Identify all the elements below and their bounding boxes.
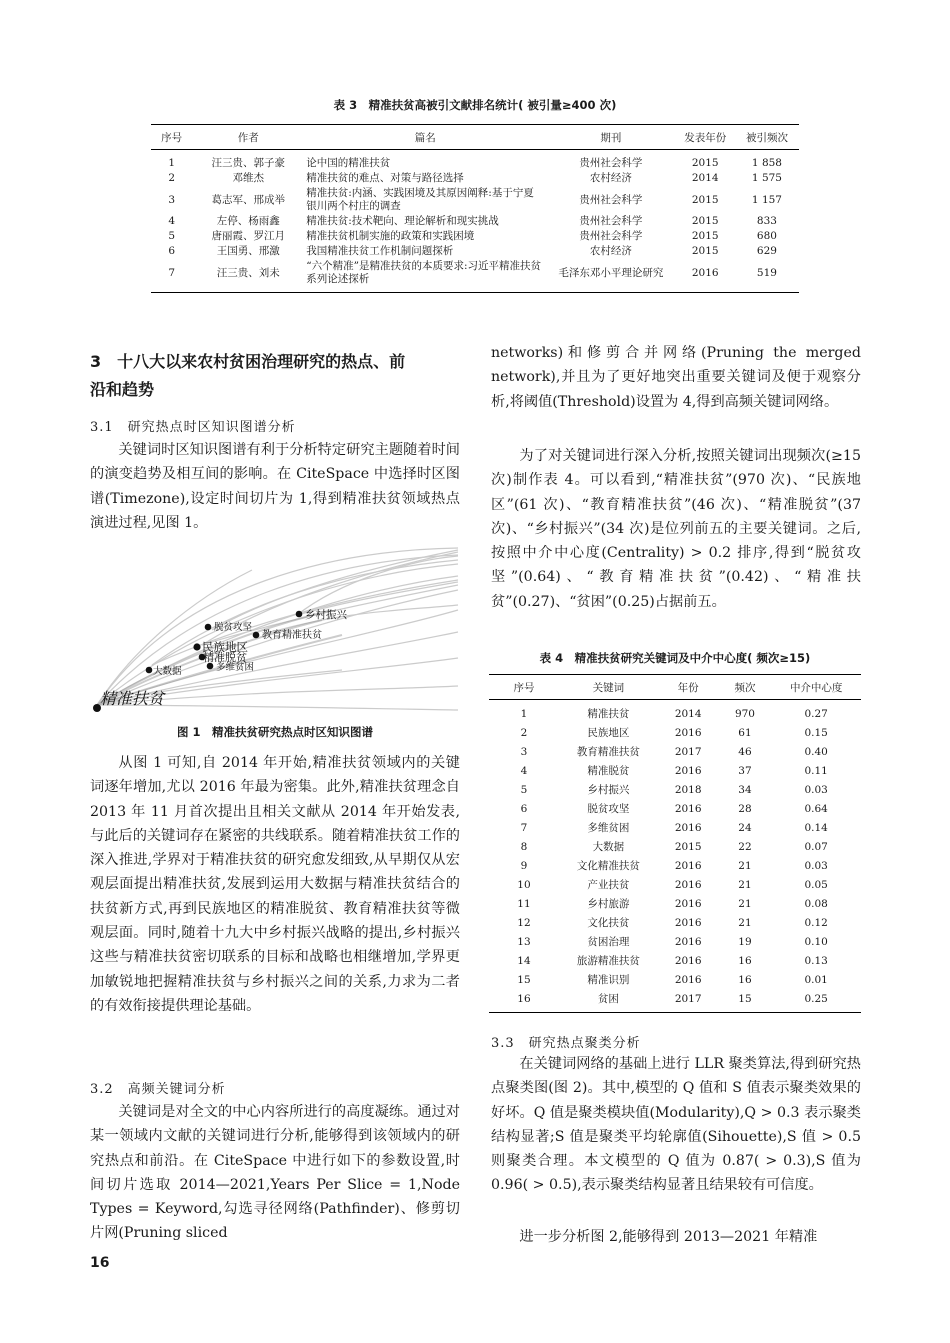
table-row [489, 875, 861, 894]
cell-year: 2016 [674, 821, 702, 834]
node-jiaoyu [253, 632, 260, 639]
cell-year: 2016 [674, 916, 702, 929]
table4-header-centrality: 中介中心度 [771, 675, 861, 700]
s33-paragraph: 在关键词网络的基础上进行 LLR 聚类算法,得到研究热点聚类图(图 2)。其中,模型的 Q 值和 S 值表示聚类效果的好坏。Q 值是聚类模块值(Modularity),Q > 0.3 表示聚类结构显著;S 值是聚类平均轮廓值(Sihouette),S 值 > 0.5 则聚类合理。本文模型的 Q 值为 0.87( > 0.3),S 值为 0.96( > 0.5),表示聚类结构显著且结果较有可信度。 [491, 1056, 861, 1194]
cell-no: 2 [520, 726, 528, 739]
s33-paragraph-2: 进一步分析图 2,能够得到 2013—2021 年精准 [519, 1229, 818, 1245]
s31-heading: 3.1 研究热点时区知识图谱分析 [90, 420, 296, 435]
table-row [151, 171, 799, 186]
cell-centrality: 0.40 [804, 745, 828, 758]
cell-centrality: 0.27 [804, 707, 828, 720]
table-row [489, 989, 861, 1013]
table4-header-freq: 频次 [719, 675, 772, 700]
cell-journal: 贵州社会科学 [579, 215, 643, 227]
cell-no: 1 [520, 707, 528, 720]
cell-year: 2017 [658, 989, 719, 1013]
cell-freq: 34 [738, 783, 752, 796]
cell-no: 15 [517, 973, 531, 986]
table-row [489, 913, 861, 932]
label-jingzhun-tuopin: 精准脱贫 [203, 652, 247, 664]
table4-header-row [489, 675, 861, 700]
cell-author: 邓维杰 [232, 172, 265, 184]
cell-year: 2016 [674, 726, 702, 739]
table3-header-title: 篇名 [304, 125, 546, 150]
cell-keyword: 脱贫攻坚 [587, 803, 630, 815]
section3-heading-line2: 沿和趋势 [90, 380, 155, 399]
cell-centrality: 0.05 [804, 878, 828, 891]
cell-freq: 46 [738, 745, 752, 758]
cell-no: 16 [489, 989, 559, 1013]
cell-journal: 贵州社会科学 [579, 193, 643, 206]
cell-no: 14 [517, 954, 531, 967]
s32-heading: 3.2 高频关键词分析 [90, 1082, 226, 1097]
cell-no: 3 [168, 193, 175, 206]
cell-year: 2017 [674, 745, 702, 758]
table3-header-row [151, 125, 799, 150]
label-jiaoyu: 教育精准扶贫 [262, 630, 322, 641]
cell-author: 王国勇、邢激 [216, 245, 280, 257]
cell-centrality: 0.01 [804, 973, 828, 986]
cell-cites: 1 157 [751, 193, 782, 206]
table3-header-author: 作者 [192, 125, 304, 150]
cell-title: 精准扶贫机制实施的政策和实践困境 [306, 230, 475, 242]
cell-no: 3 [520, 745, 528, 758]
cell-freq: 21 [738, 897, 752, 910]
cell-freq: 21 [738, 916, 752, 929]
cell-keyword: 文化扶贫 [587, 917, 630, 929]
cell-no: 2 [168, 172, 175, 184]
cell-year: 2016 [674, 897, 702, 910]
cell-title: 精准扶贫的难点、对策与路径选择 [306, 172, 464, 184]
label-tuopin: 脱贫攻坚 [214, 623, 253, 633]
cell-year: 2016 [674, 973, 702, 986]
right-paragraph-1: networks)和修剪合并网络(Pruning the merged network),并且为了更好地突出重要关键词及便于观察分析,将阈值(Threshold)设置为 4,得到高频关键词网络。 [491, 345, 861, 410]
cell-journal: 农村经济 [589, 172, 632, 184]
cell-year: 2014 [674, 707, 702, 720]
table-row [489, 700, 861, 724]
cell-freq: 21 [738, 878, 752, 891]
cell-no: 11 [517, 897, 531, 910]
page-number: 16 [90, 1255, 110, 1271]
cell-keyword: 教育精准扶贫 [576, 746, 640, 758]
node-xiangcun [296, 611, 303, 618]
cell-keyword: 贫困 [559, 989, 658, 1013]
section3-heading [90, 348, 465, 404]
s33-heading: 3.3 研究热点聚类分析 [491, 1036, 641, 1051]
cell-no: 5 [520, 783, 528, 796]
table-row [489, 723, 861, 742]
table4-caption: 表 4 精准扶贫研究关键词及中介中心度( 频次≥15) [539, 651, 811, 665]
cell-journal: 农村经济 [589, 245, 632, 257]
cell-keyword: 多维贫困 [587, 822, 630, 834]
table3-header-no: 序号 [151, 125, 192, 150]
table-row [151, 229, 799, 244]
cell-keyword: 精准识别 [587, 974, 630, 986]
cell-centrality: 0.07 [804, 840, 828, 853]
table-row [151, 150, 799, 172]
cell-freq: 24 [738, 821, 752, 834]
cell-author: 唐丽霞、罗江月 [211, 230, 286, 242]
cell-freq: 19 [738, 935, 752, 948]
cell-centrality: 0.12 [804, 916, 828, 929]
cell-cites: 1 575 [751, 172, 782, 184]
cell-freq: 37 [738, 764, 752, 777]
cell-year: 2015 [691, 245, 719, 257]
s31-paragraph: 关键词时区知识图谱有利于分析特定研究主题随着时间的演变趋势及相互间的影响。在 CiteSpace 中选择时区图谱(Timezone),设定时间切片为 1,得到精准扶贫领域热点演进过程,见图 1。 [90, 442, 460, 531]
cell-journal: 毛泽东邓小平理论研究 [546, 259, 675, 293]
table-row [489, 742, 861, 761]
cell-freq: 970 [734, 707, 755, 720]
cell-no: 7 [520, 821, 528, 834]
label-duowei: 多维贫困 [216, 663, 255, 673]
cell-centrality: 0.11 [804, 764, 828, 777]
cell-freq: 22 [738, 840, 752, 853]
s31-paragraph-2: 从图 1 可知,自 2014 年开始,精准扶贫领域内的关键词逐年增加,尤以 2016 年最为密集。此外,精准扶贫理念自 2013 年 11 月首次提出且相关文献从 2014 年开始发表,与此后的关键词存在紧密的共线联系。随着精准扶贫工作的深入推进,学界对于精准扶贫的研究愈发细致,从早期仅从宏观层面提出精准扶贫,发展到运用大数据与精准扶贫结合的扶贫新方式,再到民族地区的精准脱贫、教育精准扶贫等微观层面。同时,随着十九大中乡村振兴战略的提出,乡村振兴这些与精准扶贫密切联系的目标和战略也相继增加,学界更加敏锐地把握精准扶贫与乡村振兴之间的关系,力求为二者的有效衔接提供理论基础。 [90, 755, 460, 1014]
cell-year: 2018 [674, 783, 702, 796]
table3-caption: 表 3 精准扶贫高被引文献排名统计( 被引量≥400 次) [333, 98, 617, 112]
cell-keyword: 民族地区 [587, 727, 630, 739]
cell-year: 2014 [691, 172, 719, 184]
section3-heading-line1: 3 十八大以来农村贫困治理研究的热点、前 [90, 352, 406, 371]
cell-no: 1 [168, 157, 175, 169]
label-minzu: 民族地区 [202, 642, 248, 654]
table-row [151, 244, 799, 259]
cell-author: 葛志军、邢成举 [211, 193, 286, 206]
cell-cites: 833 [756, 215, 777, 227]
cell-no: 7 [151, 259, 192, 293]
table-row [489, 799, 861, 818]
cell-centrality: 0.15 [804, 726, 828, 739]
right-paragraph-2: 为了对关键词进行深入分析,按照关键词出现频次(≥15 次)制作表 4。可以看到,“精准扶贫”(970 次)、“民族地区”(61 次)、“教育精准扶贫”(46 次)、“精准脱贫”(37 次)、“乡村振兴”(34 次)是位列前五的主要关键词。之后,按照中介中心度(Centrality) > 0.2 排序,得到“脱贫攻坚”(0.64)、“教育精准扶贫”(0.42)、“精准扶贫”(0.27)、“贫困”(0.25)占据前五。 [491, 448, 861, 610]
cell-year: 2015 [691, 215, 719, 227]
cell-no: 4 [168, 215, 175, 227]
cell-no: 9 [520, 859, 528, 872]
table-row [151, 259, 799, 293]
cell-year: 2016 [674, 802, 702, 815]
s32-paragraph: 关键词是对全文的中心内容所进行的高度凝练。通过对某一领域内文献的关键词进行分析,能够得到该领域内的研究热点和前沿。在 CiteSpace 中进行如下的参数设置,时间切片选取 2014—2021,Years Per Slice = 1,Node Types = Keyword,勾选寻径网络(Pathfinder)、修剪切片网(Pruning sliced [90, 1104, 460, 1242]
cell-title: 我国精准扶贫工作机制问题探析 [306, 245, 454, 257]
cell-centrality: 0.03 [804, 783, 828, 796]
cell-no: 12 [517, 916, 531, 929]
table-row [489, 951, 861, 970]
table-row [151, 186, 799, 214]
cell-keyword: 大数据 [592, 841, 625, 853]
cell-year: 2016 [674, 954, 702, 967]
figure1-caption: 图 1 精准扶贫研究热点时区知识图谱 [176, 725, 373, 739]
table-row [489, 837, 861, 856]
table3-header-journal: 期刊 [546, 125, 675, 150]
cell-year: 2016 [674, 878, 702, 891]
cell-freq: 21 [738, 859, 752, 872]
cell-centrality: 0.13 [804, 954, 828, 967]
table-row [489, 856, 861, 875]
table-row [489, 818, 861, 837]
cell-author: 汪三贵、刘未 [192, 259, 304, 293]
cell-no: 6 [168, 245, 175, 257]
cell-year: 2016 [674, 935, 702, 948]
cell-year: 2016 [674, 859, 702, 872]
cell-title: 精准扶贫:内涵、实践困境及其原因阐释:基于宁夏银川两个村庄的调查 [306, 187, 534, 212]
cell-keyword: 精准脱贫 [587, 765, 630, 777]
cell-freq: 61 [738, 726, 752, 739]
table4-header-no: 序号 [489, 675, 559, 700]
cell-centrality: 0.08 [804, 897, 828, 910]
cell-author: 汪三贵、郭子豪 [211, 157, 286, 169]
cell-centrality: 0.14 [804, 821, 828, 834]
cell-journal: 贵州社会科学 [579, 157, 643, 169]
table-row [489, 894, 861, 913]
cell-title: “六个精准”是精准扶贫的本质要求:习近平精准扶贫系列论述探析 [304, 259, 546, 293]
cell-centrality: 0.03 [804, 859, 828, 872]
label-xiangcun: 乡村振兴 [305, 610, 347, 621]
cell-cites: 519 [735, 259, 799, 293]
cell-cites: 629 [756, 245, 777, 257]
cell-centrality: 0.10 [804, 935, 828, 948]
table3-header-year: 发表年份 [676, 125, 735, 150]
cell-year: 2015 [691, 193, 719, 206]
cell-keyword: 乡村旅游 [587, 898, 630, 910]
table3-header-cites: 被引频次 [735, 125, 799, 150]
node-dashuju [146, 667, 153, 674]
table3 [151, 124, 799, 293]
cell-no: 8 [520, 840, 528, 853]
cell-no: 6 [520, 802, 528, 815]
cell-title: 论中国的精准扶贫 [306, 157, 391, 169]
cell-journal: 贵州社会科学 [579, 230, 643, 242]
cell-keyword: 产业扶贫 [587, 879, 630, 891]
label-dashuju: 大数据 [153, 667, 182, 677]
cell-keyword: 精准扶贫 [587, 708, 630, 720]
cell-year: 2015 [691, 157, 719, 169]
cell-year: 2015 [691, 230, 719, 242]
table-row [489, 970, 861, 989]
cell-title: 精准扶贫:技术靶向、理论解析和现实挑战 [306, 215, 499, 227]
label-main-keyword: 精准扶贫 [100, 691, 165, 708]
cell-year: 2016 [676, 259, 735, 293]
cell-cites: 1 858 [751, 157, 782, 169]
cell-year: 2015 [674, 840, 702, 853]
cell-keyword: 乡村振兴 [587, 784, 630, 796]
cell-keyword: 旅游精准扶贫 [576, 955, 640, 967]
cell-no: 10 [517, 878, 531, 891]
cell-centrality: 0.25 [771, 989, 861, 1013]
cell-keyword: 文化精准扶贫 [576, 860, 640, 872]
table4-header-year: 年份 [658, 675, 719, 700]
table-row [489, 761, 861, 780]
cell-author: 左停、杨雨鑫 [216, 215, 280, 227]
cell-centrality: 0.64 [804, 802, 828, 815]
table4-header-keyword: 关键词 [559, 675, 658, 700]
cell-no: 13 [517, 935, 531, 948]
cell-cites: 680 [756, 230, 777, 242]
cell-keyword: 贫困治理 [587, 936, 630, 948]
cell-freq: 16 [738, 973, 752, 986]
table-row [151, 214, 799, 229]
cell-year: 2016 [674, 764, 702, 777]
node-minzu [193, 643, 200, 650]
cell-no: 5 [168, 230, 175, 242]
figure1-timezone-map [92, 540, 460, 718]
cell-freq: 28 [738, 802, 752, 815]
cell-freq: 16 [738, 954, 752, 967]
table-row [489, 780, 861, 799]
table4 [489, 674, 861, 1013]
cell-no: 4 [520, 764, 528, 777]
cell-freq: 15 [719, 989, 772, 1013]
node-tuopin [205, 624, 212, 631]
table-row [489, 932, 861, 951]
